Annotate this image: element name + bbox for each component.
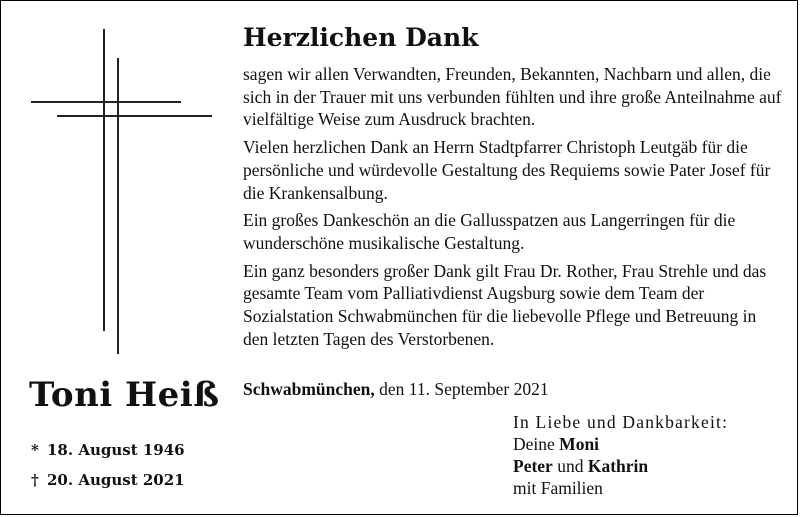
signature-name: Kathrin xyxy=(587,456,649,476)
paragraph: sagen wir allen Verwandten, Freunden, Bekannten, Nachbarn und allen, die sich in der Trauer mit uns verbunden fühlten und ihre große Anteilnahme auf vielfältige Weise zum Ausdruck brachten. xyxy=(243,64,782,130)
signature-conjunction: und xyxy=(552,456,588,476)
place-and-date xyxy=(243,379,549,400)
signature-family: mit Familien xyxy=(513,478,603,498)
signature-block xyxy=(513,411,728,499)
cross-vertical-bar xyxy=(103,29,105,331)
signature-prefix: Deine xyxy=(513,434,560,454)
thanks-heading: Herzlichen Dank xyxy=(243,23,479,52)
signature-name: Peter xyxy=(513,456,553,476)
cross-symbol-icon: † xyxy=(31,471,39,489)
paragraph: Vielen herzlichen Dank an Herrn Stadtpfarrer Christoph Leutgäb für die persönliche und würdevolle Gestaltung des Requiems sowie Pater Josef für die Krankensalbung. xyxy=(243,137,771,203)
birth-date-text: 18. August 1946 xyxy=(47,441,185,459)
signature-name: Moni xyxy=(559,434,600,454)
thanks-text xyxy=(243,63,783,355)
cross-horizontal-bar-offset xyxy=(57,115,212,117)
death-date xyxy=(31,471,185,489)
signature-line xyxy=(513,455,728,477)
signature-line xyxy=(513,433,728,455)
birth-date xyxy=(31,441,185,459)
cross-horizontal-bar xyxy=(31,101,181,103)
signature-greeting: In Liebe und Dankbarkeit: xyxy=(513,412,729,432)
date: den 11. September 2021 xyxy=(374,379,549,399)
death-date-text: 20. August 2021 xyxy=(47,471,185,489)
paragraph: Ein ganz besonders großer Dank gilt Frau Dr. Rother, Frau Strehle und das gesamte Team vom Palliativdienst Augsburg sowie dem Team der Sozialstation Schwabmünchen für die liebevolle Pflege und Betreuung in den letzten Tagen des Verstorbenen. xyxy=(243,260,767,349)
paragraph: Ein großes Dankeschön an die Gallusspatzen aus Langerringen für die wunderschöne musikalische Gestaltung. xyxy=(243,210,736,253)
deceased-name: Toni Heiß xyxy=(29,375,220,415)
place: Schwabmünchen, xyxy=(243,379,375,399)
birth-symbol: * xyxy=(31,441,39,459)
